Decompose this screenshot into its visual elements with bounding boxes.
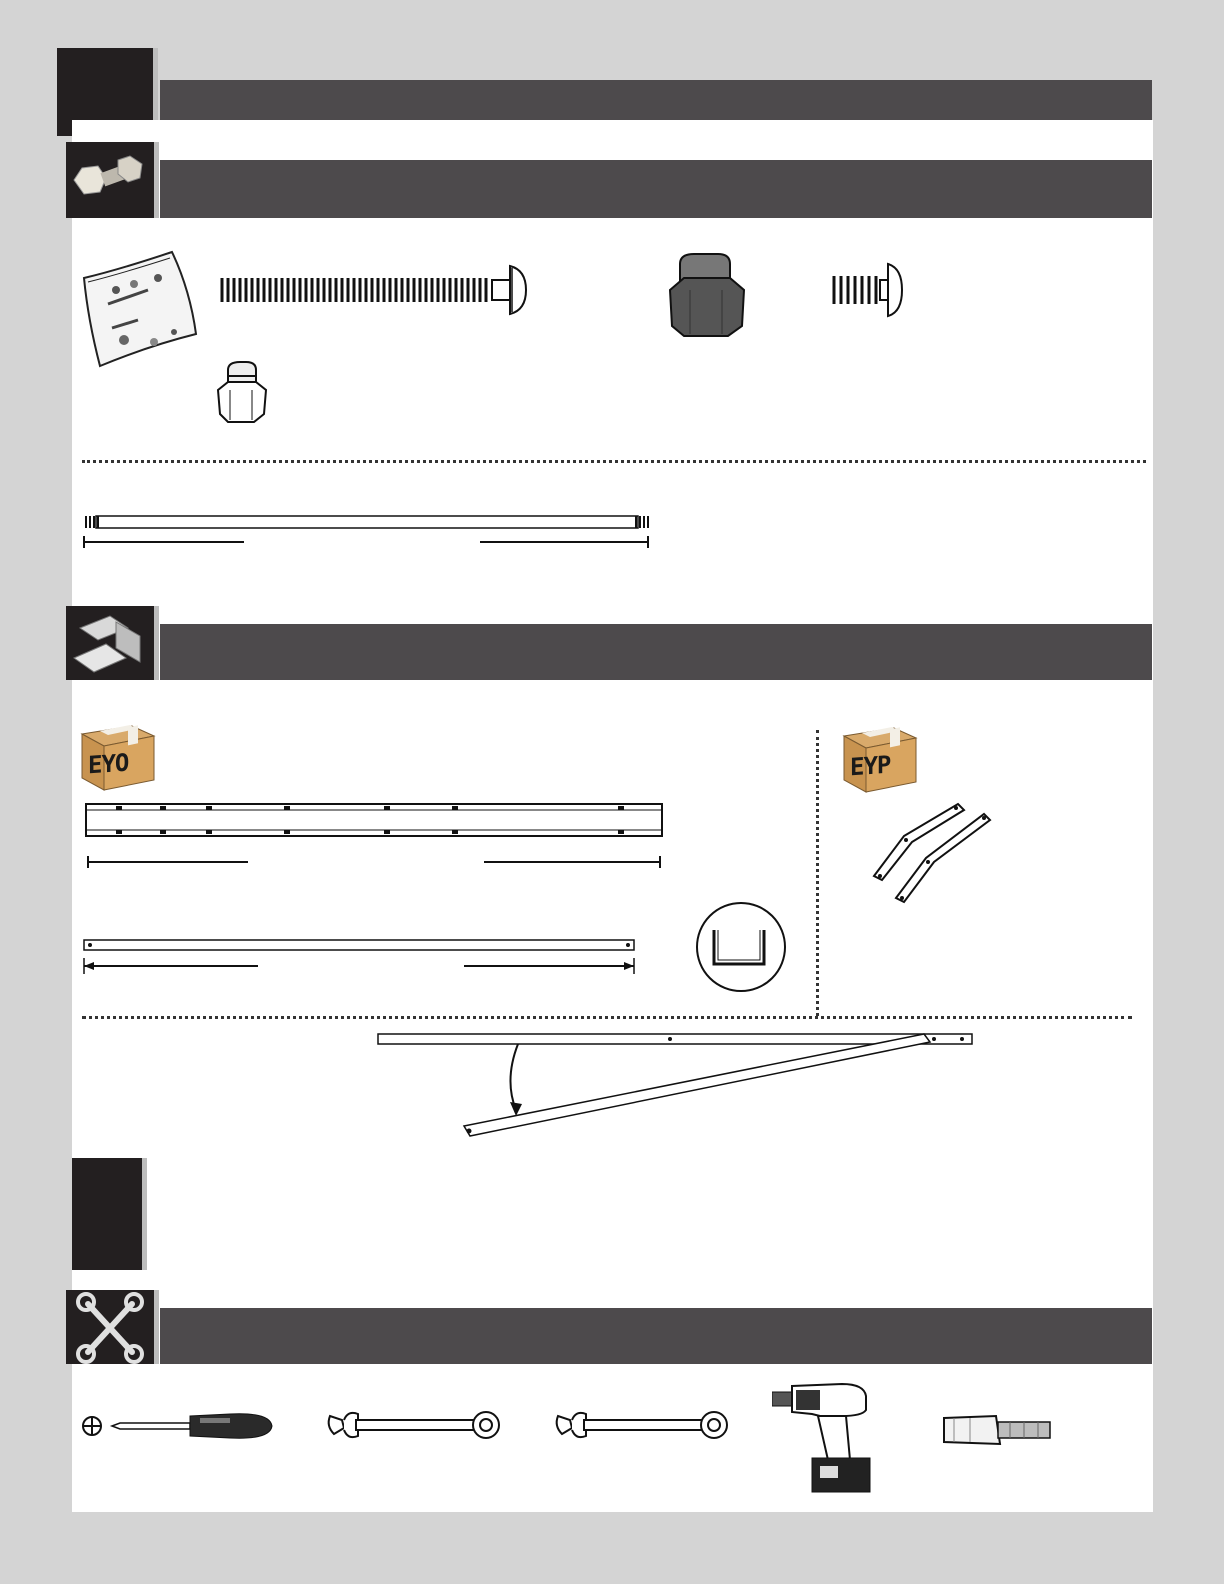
assembly-rotation-diagram: [374, 1030, 976, 1142]
long-bolt-image: [216, 260, 528, 320]
power-drill-icon: [772, 1380, 876, 1496]
parts-header-bar: [160, 624, 1152, 680]
parts-section-tile: [66, 606, 154, 680]
profile-detail-circle: [694, 900, 788, 994]
column-divider: [816, 730, 819, 1016]
step-number-tab-2: [72, 1158, 142, 1270]
long-channel-image: [82, 800, 666, 876]
hardware-header-bar: [160, 160, 1152, 218]
hardware-section-tile: [66, 142, 154, 218]
short-screw-image: [826, 260, 906, 320]
cap-nut-small-image: [214, 360, 270, 424]
socket-bit-icon: [940, 1410, 1056, 1450]
flat-bar-image: [80, 936, 640, 980]
phillips-screwdriver-icon: [80, 1406, 276, 1446]
box-eyp-label: EYP: [850, 750, 891, 782]
bolt-nut-icon: [66, 142, 154, 218]
bracket-icon: [66, 606, 154, 680]
box-eyp-image: [840, 722, 920, 794]
section-divider: [82, 460, 1146, 463]
crossed-wrenches-icon: [66, 1290, 154, 1364]
box-eyo-image: [78, 720, 158, 792]
tools-header-bar: [160, 1308, 1152, 1364]
section-divider-2: [82, 1016, 1132, 1019]
tools-section-tile: [66, 1290, 154, 1364]
hardware-bag-image: [78, 250, 198, 370]
gusset-bracket-image: [866, 796, 996, 906]
cap-nut-large-image: [666, 250, 750, 340]
box-eyo-label: EYO: [88, 748, 129, 780]
threaded-rod-image: [82, 508, 656, 554]
combination-wrench-icon: [552, 1406, 732, 1444]
combination-wrench-icon: [324, 1406, 504, 1444]
